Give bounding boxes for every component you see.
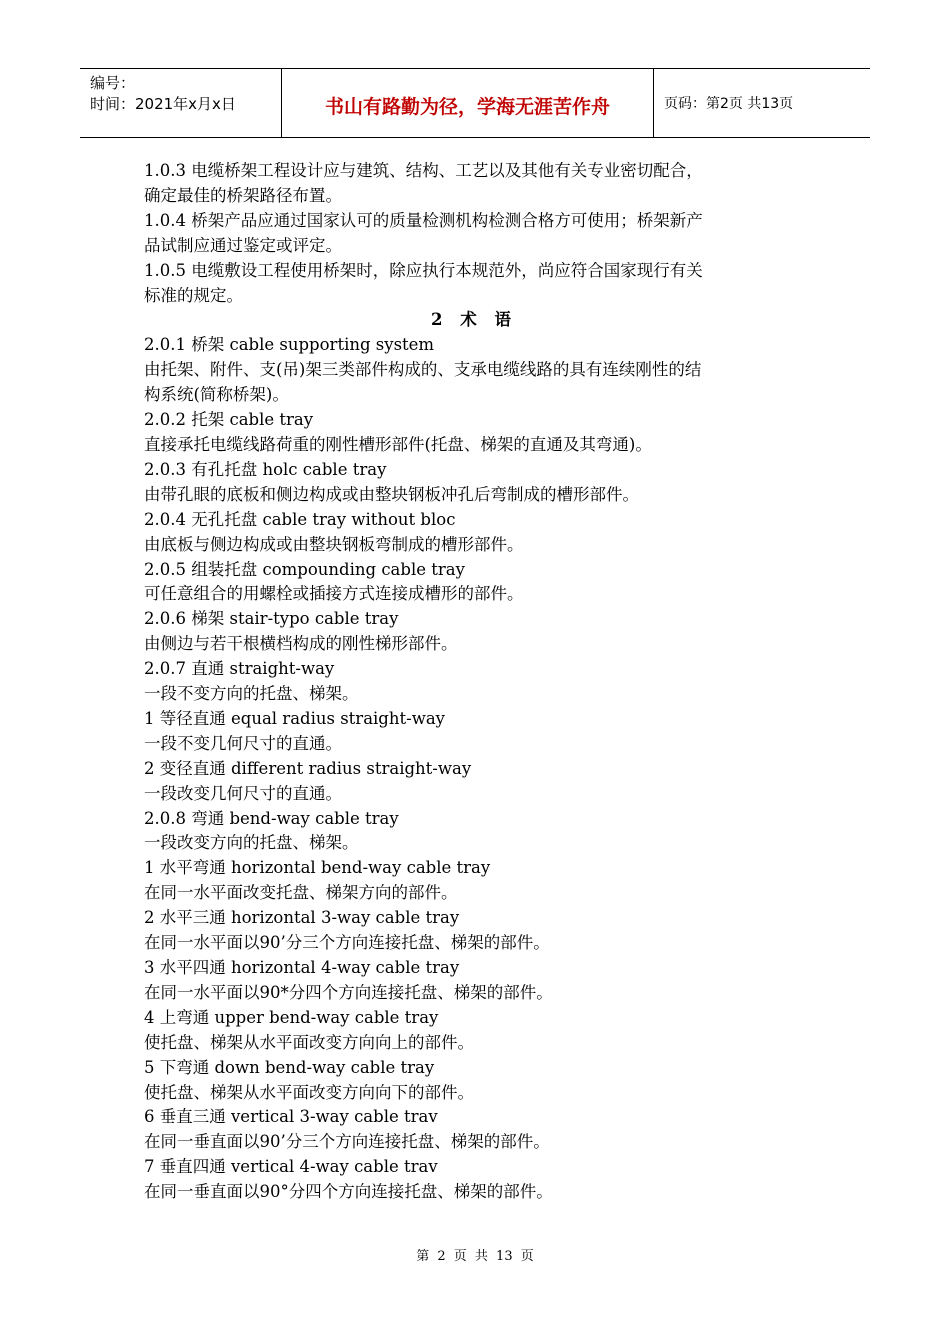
- term-heading: 2 水平三通 horizontal 3-way cable tray: [144, 908, 460, 928]
- header-table: [80, 68, 870, 138]
- term-heading: 2.0.3 有孔托盘 holc cable tray: [144, 459, 387, 479]
- term-heading: 2.0.1 桥架 cable supporting system: [144, 335, 435, 355]
- term-heading: 1 水平弯通 horizontal bend-way cable tray: [144, 858, 491, 878]
- body-line: 由托架、附件、支(吊)架三类部件构成的、支承电缆线路的具有连续刚性的结: [144, 360, 702, 380]
- term-heading: 2.0.6 梯架 stair-typo cable tray: [144, 609, 399, 629]
- body-line: 使托盘、梯架从水平面改变方向向下的部件。: [144, 1082, 474, 1102]
- body-line: 一段不变几何尺寸的直通。: [144, 733, 342, 753]
- term-heading: 2.0.8 弯通 bend-way cable tray: [144, 808, 399, 828]
- body-line: 直接承托电缆线路荷重的刚性槽形部件(托盘、梯架的直通及其弯通)。: [144, 434, 652, 454]
- term-heading: 2.0.2 托架 cable tray: [144, 410, 314, 430]
- body-line: 1.0.5 电缆敷设工程使用桥架时，除应执行本规范外，尚应符合国家现行有关: [144, 260, 703, 280]
- body-line: 构系统(简称桥架)。: [144, 385, 289, 405]
- body-line: 由底板与侧边构成或由整块钢板弯制成的槽形部件。: [144, 534, 524, 554]
- body-line: 确定最佳的桥架路径布置。: [144, 185, 342, 205]
- body-line: 一段不变方向的托盘、梯架。: [144, 684, 359, 704]
- term-heading: 2.0.5 组装托盘 compounding cable tray: [144, 559, 465, 579]
- term-heading: 1 等径直通 equal radius straight-way: [144, 708, 445, 728]
- body-line: 一段改变方向的托盘、梯架。: [144, 833, 359, 853]
- header-motto: 书山有路勤为径，学海无涯苦作舟: [282, 69, 654, 137]
- term-heading: 2.0.4 无孔托盘 cable tray without bloc: [144, 509, 456, 529]
- body-line: 品试制应通过鉴定或评定。: [144, 235, 342, 255]
- term-heading: 5 下弯通 down bend-way cable tray: [144, 1057, 435, 1077]
- body-line: 在同一垂直面以90’分三个方向连接托盘、梯架的部件。: [144, 1132, 550, 1152]
- body-line: 使托盘、梯架从水平面改变方向向上的部件。: [144, 1032, 474, 1052]
- document-body: [144, 159, 804, 1205]
- header-meta-cell: [80, 69, 282, 137]
- body-line: 由侧边与若干根横档构成的刚性梯形部件。: [144, 634, 458, 654]
- document-time-label: 时间：2021年x月x日: [90, 95, 236, 113]
- term-heading: 6 垂直三通 vertical 3-way cable trav: [144, 1107, 438, 1127]
- term-heading: 4 上弯通 upper bend-way cable tray: [144, 1007, 439, 1027]
- section-title: 2 术 语: [431, 310, 517, 330]
- term-heading: 3 水平四通 horizontal 4-way cable tray: [144, 958, 460, 977]
- body-line: 在同一水平面以90*分四个方向连接托盘、梯架的部件。: [144, 982, 553, 1002]
- body-line: 一段改变几何尺寸的直通。: [144, 783, 342, 803]
- document-number-label: 编号：: [90, 74, 136, 92]
- body-line: 1.0.4 桥架产品应通过国家认可的质量检测机构检测合格方可使用；桥架新产: [144, 210, 703, 230]
- body-line: 可任意组合的用螺栓或插接方式连接成槽形的部件。: [144, 584, 524, 604]
- body-line: 在同一水平面以90’分三个方向连接托盘、梯架的部件。: [144, 933, 550, 953]
- term-heading: 7 垂直四通 vertical 4-way cable trav: [144, 1157, 438, 1177]
- page-footer: 第 2 页 共 13 页: [416, 1249, 534, 1264]
- body-line: 标准的规定。: [144, 285, 243, 305]
- header-page-info: 页码：第2页 共13页: [664, 96, 794, 112]
- term-heading: 2.0.7 直通 straight-way: [144, 659, 335, 679]
- body-line: 在同一垂直面以90°分四个方向连接托盘、梯架的部件。: [144, 1182, 553, 1202]
- term-heading: 2 变径直通 different radius straight-way: [144, 758, 472, 778]
- body-line: 1.0.3 电缆桥架工程设计应与建筑、结构、工艺以及其他有关专业密切配合，: [144, 161, 703, 180]
- body-line: 由带孔眼的底板和侧边构成或由整块钢板冲孔后弯制成的槽形部件。: [144, 484, 639, 504]
- body-line: 在同一水平面改变托盘、梯架方向的部件。: [144, 883, 458, 903]
